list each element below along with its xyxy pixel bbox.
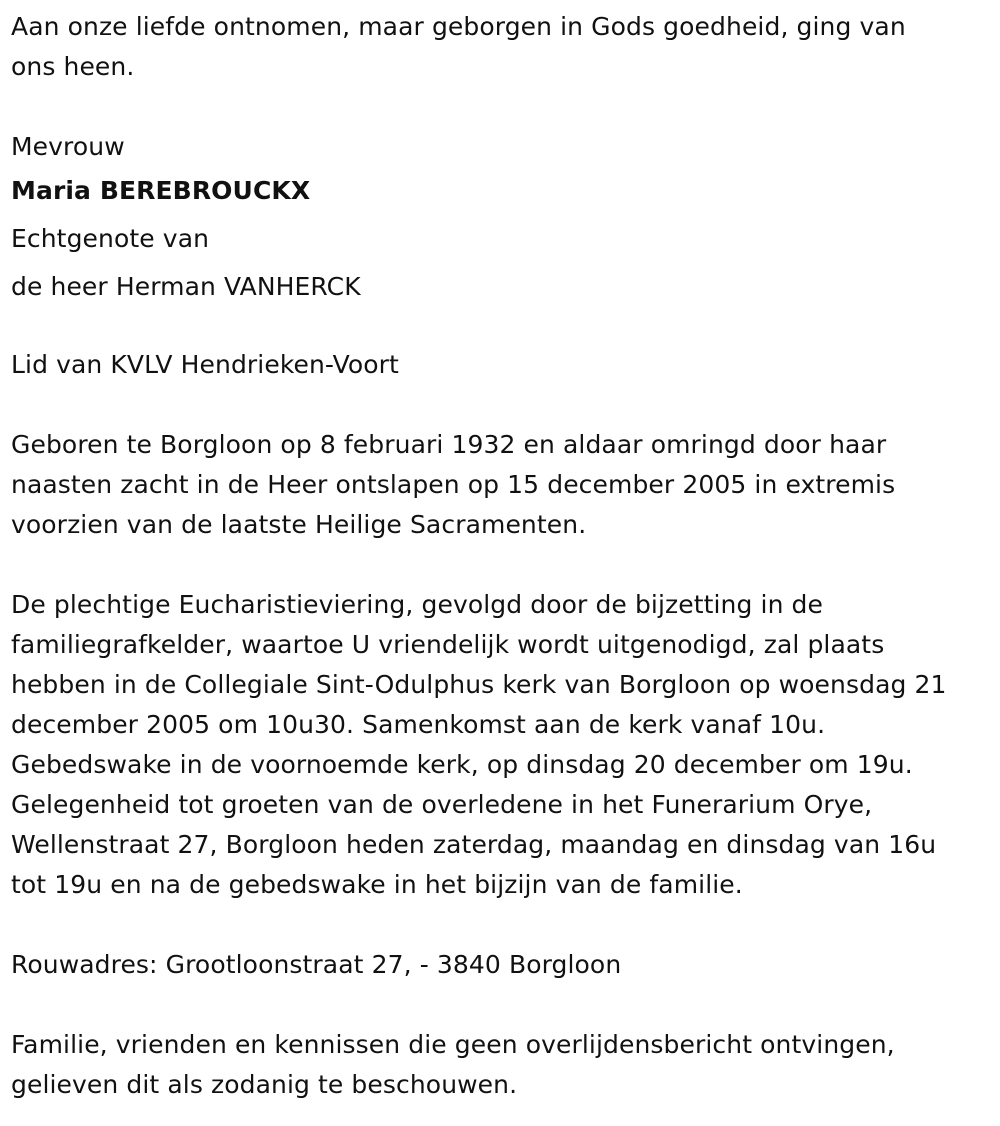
membership-line — [11, 345, 985, 385]
text-line: Aan onze liefde ontnomen, maar geborgen in Gods goedheid, ging van — [11, 12, 906, 41]
deceased-title: Mevrouw — [11, 132, 125, 161]
closing-paragraph — [11, 1025, 985, 1105]
intro-paragraph — [11, 7, 985, 87]
text-line: Lid van KVLV Hendrieken-Voort — [11, 350, 399, 379]
text-line: december 2005 om 10u30. Samenkomst aan de kerk vanaf 10u. — [11, 710, 826, 739]
text-line: gelieven dit als zodanig te beschouwen. — [11, 1070, 518, 1099]
text-line: De plechtige Eucharistieviering, gevolgd door de bijzetting in de — [11, 590, 824, 619]
text-line: hebben in de Collegiale Sint-Odulphus kerk van Borgloon op woensdag 21 — [11, 670, 947, 699]
text-line: voorzien van de laatste Heilige Sacramenten. — [11, 510, 587, 539]
spacer — [11, 905, 985, 945]
birth-death-paragraph — [11, 425, 985, 545]
text-line: ons heen. — [11, 52, 135, 81]
address-line — [11, 945, 985, 985]
text-line: Familie, vrienden en kennissen die geen overlijdensbericht ontvingen, — [11, 1030, 895, 1059]
ceremony-paragraph — [11, 585, 985, 905]
text-line: Gebedswake in de voornoemde kerk, op dinsdag 20 december om 19u. — [11, 750, 913, 779]
spacer — [11, 385, 985, 425]
spacer — [11, 545, 985, 585]
deceased-block — [11, 127, 985, 311]
text-line: familiegrafkelder, waartoe U vriendelijk wordt uitgenodigd, zal plaats — [11, 630, 885, 659]
spacer — [11, 311, 985, 345]
text-line: tot 19u en na de gebedswake in het bijzijn van de familie. — [11, 870, 743, 899]
text-line: Gelegenheid tot groeten van de overledene in het Funerarium Orye, — [11, 790, 873, 819]
text-line: naasten zacht in de Heer ontslapen op 15 december 2005 in extremis — [11, 470, 896, 499]
text-line: Geboren te Borgloon op 8 februari 1932 en aldaar omringd door haar — [11, 430, 887, 459]
text-line: Wellenstraat 27, Borgloon heden zaterdag, maandag en dinsdag van 16u — [11, 830, 937, 859]
deceased-name: Maria BEREBROUCKX — [11, 176, 311, 205]
spouse-name: de heer Herman VANHERCK — [11, 272, 361, 301]
spacer — [11, 985, 985, 1025]
spacer — [11, 87, 985, 127]
deceased-relation: Echtgenote van — [11, 224, 210, 253]
text-line: Rouwadres: Grootloonstraat 27, - 3840 Borgloon — [11, 950, 622, 979]
